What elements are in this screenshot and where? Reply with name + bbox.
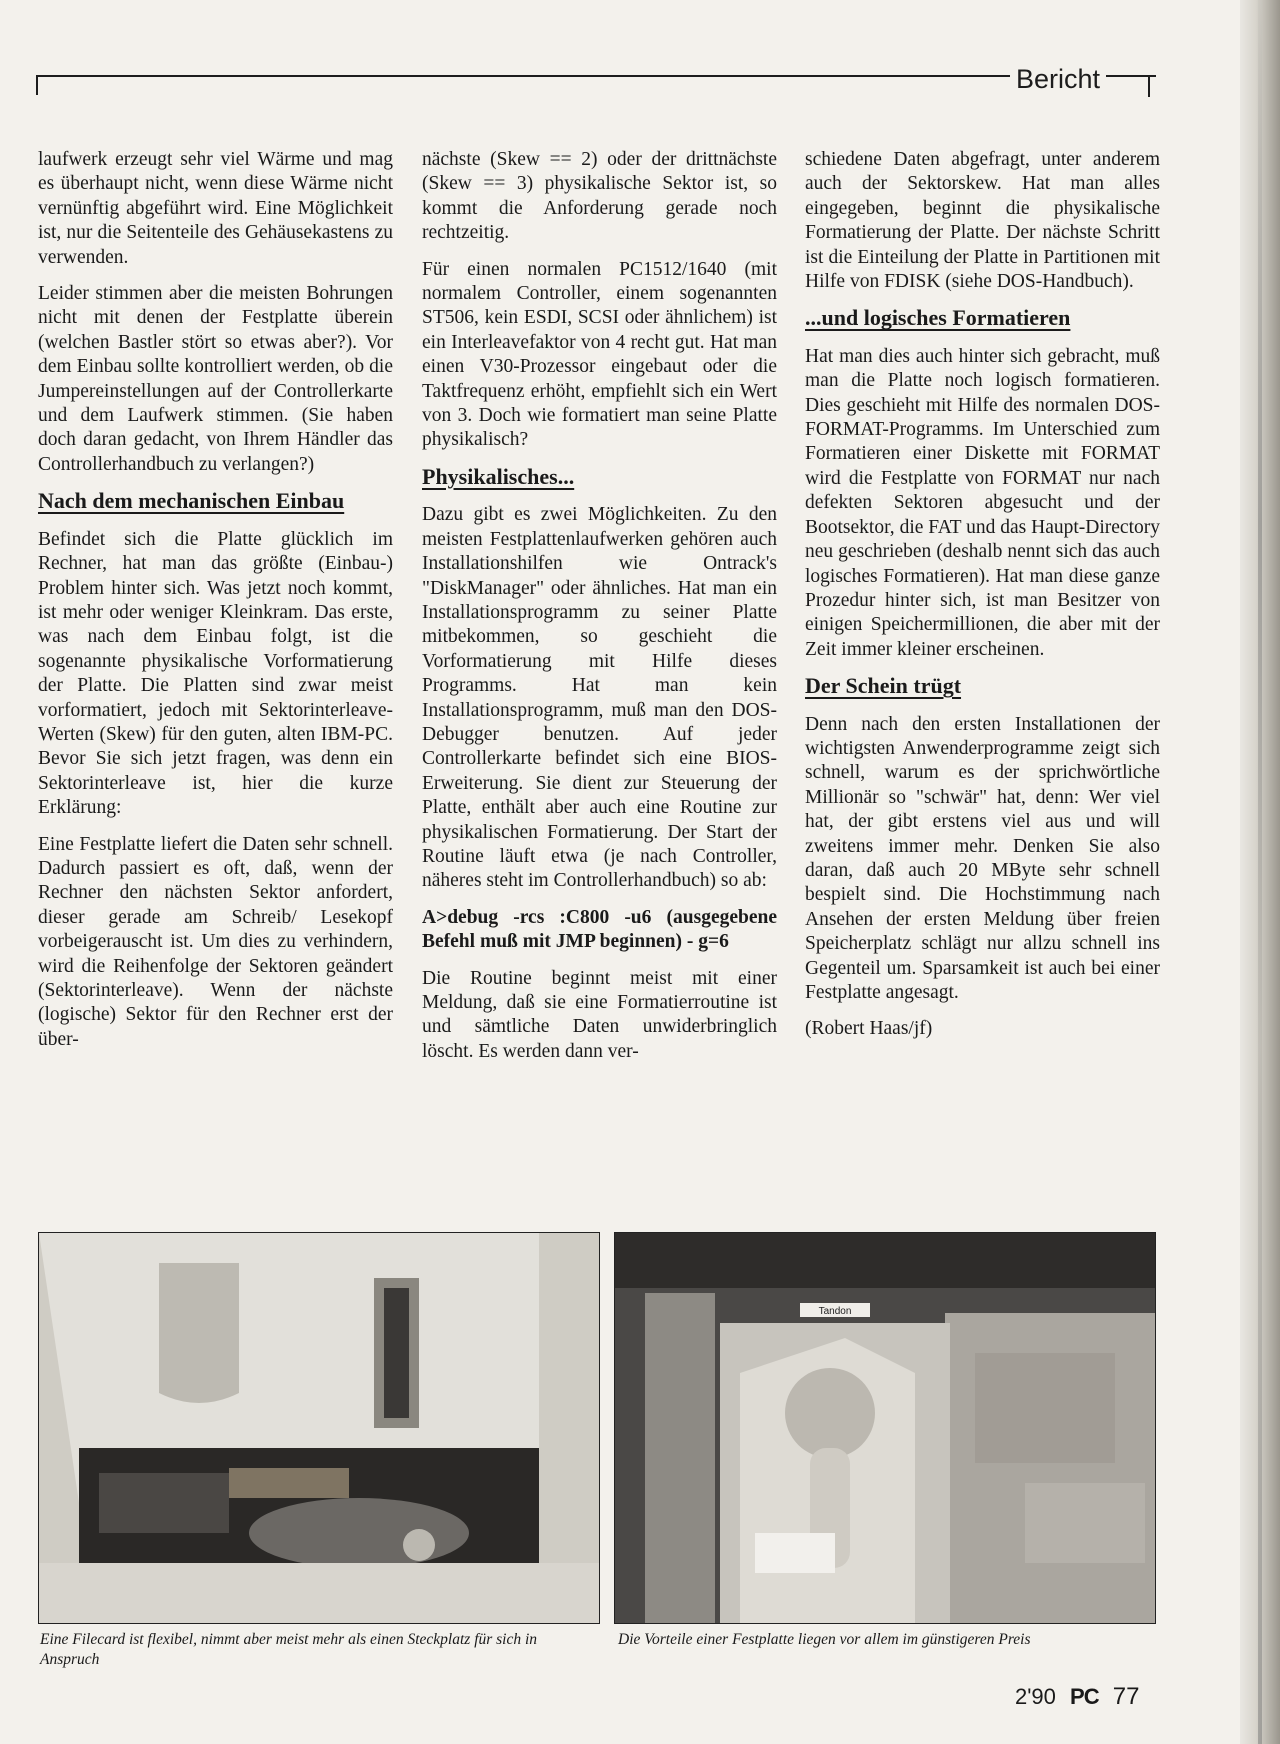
header-rule-end (1148, 75, 1150, 97)
author-credit: (Robert Haas/jf) (805, 1018, 933, 1040)
page-footer (1015, 1683, 1139, 1711)
header-rule (36, 75, 1156, 95)
section-label: Bericht (1010, 64, 1106, 95)
paragraph: laufwerk erzeugt sehr viel Wärme und mag es überhaupt nicht, wenn diese Wärme nicht vernünftig abgeführt wird. Eine Möglichkeit ist, nur die Seitenteile des Gehäusekastens zu verwenden. (38, 149, 393, 268)
magazine-logo: PC (1070, 1684, 1099, 1709)
paragraph: Denn nach den ersten Installationen der wichtigsten Anwenderprogramme zeigt sich schnell, warum es der sprichwörtliche Millionär so "schwär" hat, denn: Wer viel hat, der gibt erstens viel aus und will zweitens immer mehr. Denken Sie also daran, daß auch 20 MByte sehr schnell bespielt sind. Die Hochstimmung nach Ansehen der ersten Meldung über freien Speicherplatz schlägt nur allzu schnell ins Gegenteil um. Sparsamkeit ist auch bei einer Festplatte angesagt. (805, 713, 1160, 1003)
paragraph: nächste (Skew == 2) oder der drittnächste (Skew == 3) physikalische Sektor ist, so kommt die Anforderung gerade noch rechtzeitig. (422, 149, 777, 244)
debug-command: A>debug -rcs :C800 -u6 (ausgegebene Befehl muß mit JMP beginnen) - g=6 (422, 906, 777, 953)
paragraph: Befindet sich die Platte glücklich im Rechner, hat man das größte (Einbau-) Problem hinter sich. Was jetzt noch kommt, ist mehr oder weniger Kleinkram. Das erste, was nach dem Einbau folgt, ist die sogenannte physikalische Vorformatierung der Platte. Die Platten sind zwar meist vorformatiert, jedoch mit Sektorinterleave-Werten (Skew) für den guten, alten IBM-PC. Bevor Sie sich jetzt fragen, was denn ein Sektorinterleave ist, hier die kurze Erklärung: (38, 528, 393, 819)
paragraph: Für einen normalen PC1512/1640 (mit normalem Controller, einem sogenannten ST506, kein ESDI, SCSI oder ähnlichem) ist ein Interleavefaktor von 4 recht gut. Hat man einen V30-Prozessor eingebaut oder die Taktfrequenz erhöht, empfiehlt sich ein Wert von 3. Doch wie formatiert man seine Platte physikalisch? (422, 258, 777, 451)
photo-caption-right: Die Vorteile einer Festplatte liegen vor allem im günstigeren Preis (618, 1631, 1031, 1648)
filecard-photo (38, 1232, 600, 1624)
subheading: Physikalisches... (422, 463, 575, 489)
subheading: Der Schein trügt (805, 673, 962, 699)
spine-shadow (1258, 0, 1262, 1744)
paragraph: Dazu gibt es zwei Möglichkeiten. Zu den meisten Festplattenlaufwerken gehören auch Installationshilfen wie Ontrack's "DiskManager" oder ähnliches. Hat man ein Installationsprogramm zu seiner Platte mitbekommen, so geschieht die Vorformatierung mit Hilfe dieses Programms. Hat man kein Installationsprogramm, muß man den DOS-Debugger benutzen. Auf jeder Controllerkarte befindet sich eine BIOS-Erweiterung. Sie dient zur Steuerung der Platte, enthält aber auch eine Routine zur physikalischen Formatierung. Der Start der Routine läuft etwa (je nach Controller, näheres steht im Controllerhandbuch) so ab: (422, 504, 777, 892)
filecard-illustration (39, 1233, 599, 1623)
paragraph: Leider stimmen aber die meisten Bohrungen nicht mit denen der Festplatte überein (welchen Bastler stört so etwas aber?). Vor dem Einbau sollte kontrolliert werden, ob die Jumpereinstellungen auf der Controllerkarte und dem Laufwerk stimmen. (Sie haben doch daran gedacht, von Ihrem Händler das Controllerhandbuch zu verlangen?) (38, 283, 393, 475)
harddisk-photo (614, 1232, 1156, 1624)
text-column-2 (422, 148, 777, 1076)
paragraph: Eine Festplatte liefert die Daten sehr schnell. Dadurch passiert es oft, daß, wenn der Rechner den nächsten Sektor anfordert, dieser gerade am Schreib/ Lesekopf vorbeigerauscht ist. Um dies zu verhindern, wird die Reihenfolge der Sektoren geändert (Sektorinterleave). Wenn der nächste (logische) Sektor für den Rechner erst der über- (38, 833, 393, 1050)
photo-caption-left: Eine Filecard ist flexibel, nimmt aber meist mehr als einen Steckplatz für sich in Anspruch (40, 1631, 538, 1668)
drive-brand-label: Tandon (818, 1306, 852, 1317)
subheading: Nach dem mechanischen Einbau (38, 488, 345, 514)
page-number: 77 (1112, 1683, 1140, 1710)
text-column-1 (38, 148, 393, 1064)
paragraph: Hat man dies auch hinter sich gebracht, muß man die Platte noch logisch formatieren. Dies geschieht mit Hilfe des normalen DOS-FORMAT-Programms. Im Unterschied zum Formatieren einer Diskette mit FORMAT wird die Festplatte von FORMAT nur nach defekten Sektoren abgesucht und der Bootsektor, die FAT und das Haupt-Directory neu geschrieben (deshalb nennt sich das auch logisches Formatieren). Hat man diese ganze Prozedur hinter sich, ist man Besitzer von einigen Speichermillionen, die aber mit der Zeit immer kleiner erscheinen. (805, 345, 1160, 660)
paragraph: Die Routine beginnt meist mit einer Meldung, daß sie eine Formatierroutine ist und sämtliche Daten unwiderbringlich löscht. Es werden dann ver- (422, 967, 777, 1062)
subheading: ...und logisches Formatieren (805, 305, 1071, 331)
paragraph: schiedene Daten abgefragt, unter anderem auch der Sektorskew. Hat man alles eingegeben, beginnt die physikalische Formatierung der Platte. Der nächste Schritt ist die Einteilung der Platte in Partitionen mit Hilfe von FDISK (siehe DOS-Handbuch). (805, 149, 1160, 293)
harddisk-illustration (615, 1233, 1155, 1623)
text-column-3 (805, 148, 1160, 1054)
issue-number: 2'90 (1015, 1684, 1056, 1709)
